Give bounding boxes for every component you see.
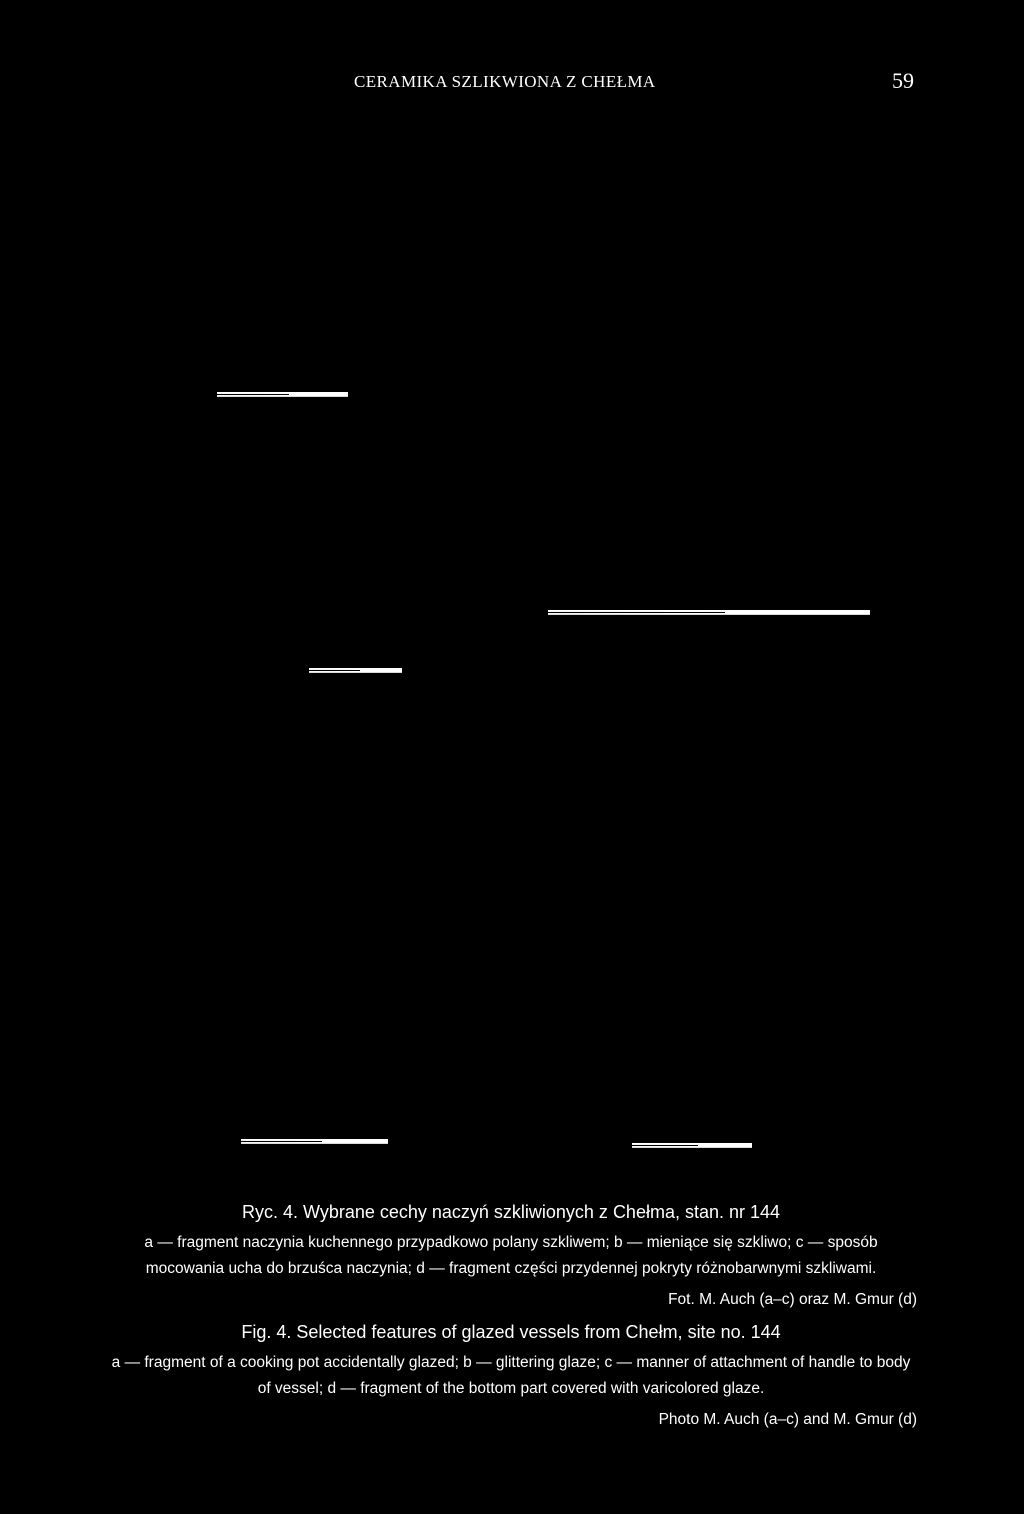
caption-pl-credit: Fot. M. Auch (a–c) oraz M. Gmur (d) — [668, 1291, 917, 1308]
caption-pl-title: Ryc. 4. Wybrane cechy naczyń szkliwionych z Chełma, stan. nr 144 — [241, 1202, 781, 1222]
caption-en-title: Fig. 4. Selected features of glazed vessels from Chełm, site no. 144 — [241, 1322, 781, 1342]
caption-english — [105, 1318, 917, 1432]
caption-pl-body: a — fragment naczynia kuchennego przypadkowo polany szkliwem; b — mieniące się szkliwo; c — sposób mocowania ucha do brzuśca naczynia; d — fragment części przydennej pokryty różnobarwnymi szkliwami. — [144, 1234, 878, 1277]
scale-bar-c — [309, 668, 402, 673]
scale-bar-b — [548, 610, 870, 615]
caption-polish — [105, 1198, 917, 1312]
caption-en-body: a — fragment of a cooking pot accidentally glazed; b — glittering glaze; c — manner of attachment of handle to body of vessel; d — fragment of the bottom part covered with varicolored glaze. — [111, 1354, 911, 1397]
scale-bar-a — [217, 392, 348, 397]
caption-en-credit: Photo M. Auch (a–c) and M. Gmur (d) — [658, 1411, 917, 1428]
scale-bar-e — [632, 1143, 752, 1148]
running-title: CERAMIKA SZLIKWIONA Z CHEŁMA — [354, 72, 656, 91]
scale-bar-d — [241, 1139, 388, 1144]
page-number: 59 — [892, 68, 914, 93]
